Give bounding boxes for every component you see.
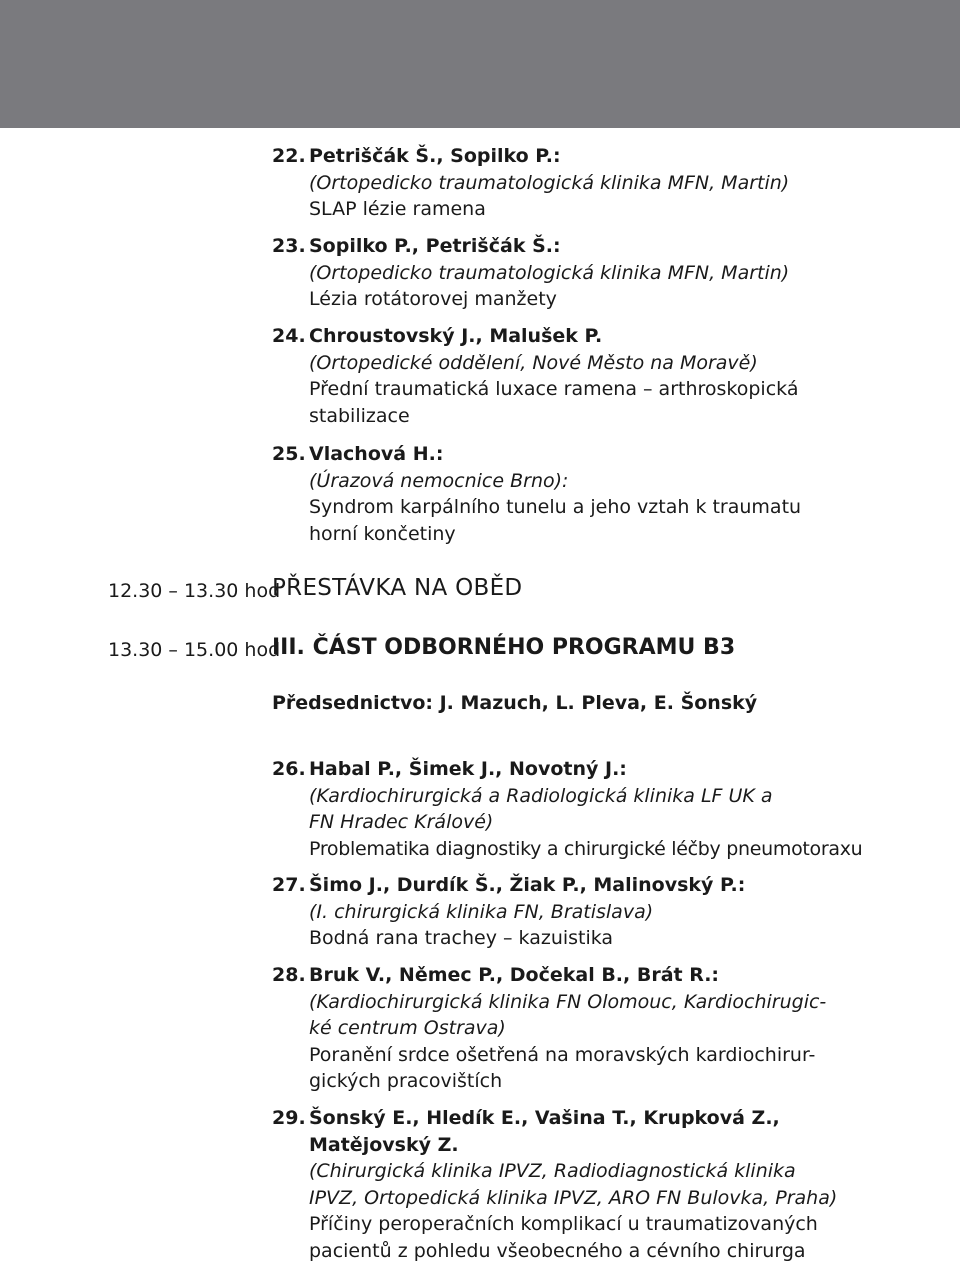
entry-authors-text: Vlachová H.: (309, 443, 444, 465)
entry-title-continued: stabilizace (309, 404, 410, 427)
entry-number: 25. (272, 443, 306, 465)
program-entry-22 (272, 143, 872, 223)
entry-affiliation: (Ortopedicko traumatologická klinika MFN, Martin) (309, 261, 790, 284)
entry-authors-text: Chroustovský J., Malušek P. (309, 325, 603, 347)
section-time: 13.30 – 15.00 hod (108, 639, 281, 661)
entry-number: 26. (272, 758, 306, 780)
entry-number: 22. (272, 145, 306, 167)
entry-title: Příčiny peroperačních komplikací u traumatizovaných (309, 1213, 818, 1235)
entry-number: 23. (272, 235, 306, 257)
entry-authors (272, 872, 872, 899)
program-entry-29 (272, 1105, 872, 1264)
section-chairs: Předsednictvo: J. Mazuch, L. Pleva, E. Šonský (272, 692, 758, 714)
entry-authors-text: Šimo J., Durdík Š., Žiak P., Malinovský P.: (309, 874, 746, 896)
section-title: III. ČÁST ODBORNÉHO PROGRAMU B3 (272, 635, 736, 660)
entry-title-continued: horní končetiny (309, 522, 456, 545)
entry-authors (272, 1105, 872, 1132)
entry-affiliation: (Ortopedické oddělení, Nové Město na Moravě) (309, 351, 758, 374)
program-entry-26 (272, 756, 872, 862)
entry-affiliation: (Úrazová nemocnice Brno): (309, 469, 569, 492)
entry-authors-text: Sopilko P., Petriščák Š.: (309, 235, 561, 257)
entry-authors-text: Petriščák Š., Sopilko P.: (309, 145, 561, 167)
entry-title: Poranění srdce ošetřená na moravských kardiochirur- (309, 1043, 816, 1066)
entry-title: Lézia rotátorovej manžety (309, 288, 557, 310)
header-band (0, 0, 960, 128)
entry-title: Přední traumatická luxace ramena – arthroskopická (309, 378, 799, 400)
entry-number: 24. (272, 325, 306, 347)
program-entry-24 (272, 323, 872, 429)
break-time: 12.30 – 13.30 hod (108, 580, 281, 602)
entry-title: Syndrom karpálního tunelu a jeho vztah k traumatu (309, 496, 802, 518)
entry-affiliation: (I. chirurgická klinika FN, Bratislava) (309, 900, 654, 923)
entry-affiliation: (Kardiochirurgická a Radiologická klinika LF UK a (309, 784, 773, 807)
program-entry-23 (272, 233, 872, 313)
entry-title: Problematika diagnostiky a chirurgické léčby pneumotoraxu (309, 837, 863, 860)
break-title: PŘESTÁVKA NA OBĚD (272, 575, 523, 601)
entry-authors (272, 441, 872, 468)
entry-authors (272, 323, 872, 350)
entry-affiliation: (Kardiochirurgická klinika FN Olomouc, Kardiochirugic- (309, 990, 827, 1013)
entry-authors-text: Bruk V., Němec P., Dočekal B., Brát R.: (309, 964, 720, 986)
entry-authors-text: Šonský E., Hledík E., Vašina T., Krupková Z., (309, 1107, 780, 1129)
program-entry-25 (272, 441, 872, 547)
entry-authors (272, 962, 872, 989)
entry-affiliation-continued: ké centrum Ostrava) (309, 1017, 506, 1039)
program-entry-27 (272, 872, 872, 952)
entry-number: 28. (272, 964, 306, 986)
entry-authors (272, 233, 872, 260)
entry-authors-continued: Matějovský Z. (309, 1133, 459, 1156)
entry-title-continued: gických pracovištích (309, 1070, 503, 1092)
program-entry-28 (272, 962, 872, 1095)
entry-authors-text: Habal P., Šimek J., Novotný J.: (309, 758, 627, 780)
entry-authors (272, 143, 872, 170)
entry-number: 27. (272, 874, 306, 896)
entry-affiliation-continued: IPVZ, Ortopedická klinika IPVZ, ARO FN Bulovka, Praha) (309, 1186, 838, 1209)
entry-title-continued: pacientů z pohledu všeobecného a cévního chirurga (309, 1239, 806, 1262)
entry-number: 29. (272, 1107, 306, 1129)
entry-title: Bodná rana trachey – kazuistika (309, 927, 614, 949)
entry-affiliation-continued: FN Hradec Králové) (309, 811, 494, 833)
entry-title: SLAP lézie ramena (309, 198, 486, 220)
entry-affiliation: (Ortopedicko traumatologická klinika MFN, Martin) (309, 171, 790, 194)
entry-affiliation: (Chirurgická klinika IPVZ, Radiodiagnostická klinika (309, 1160, 796, 1182)
entry-authors (272, 756, 872, 783)
